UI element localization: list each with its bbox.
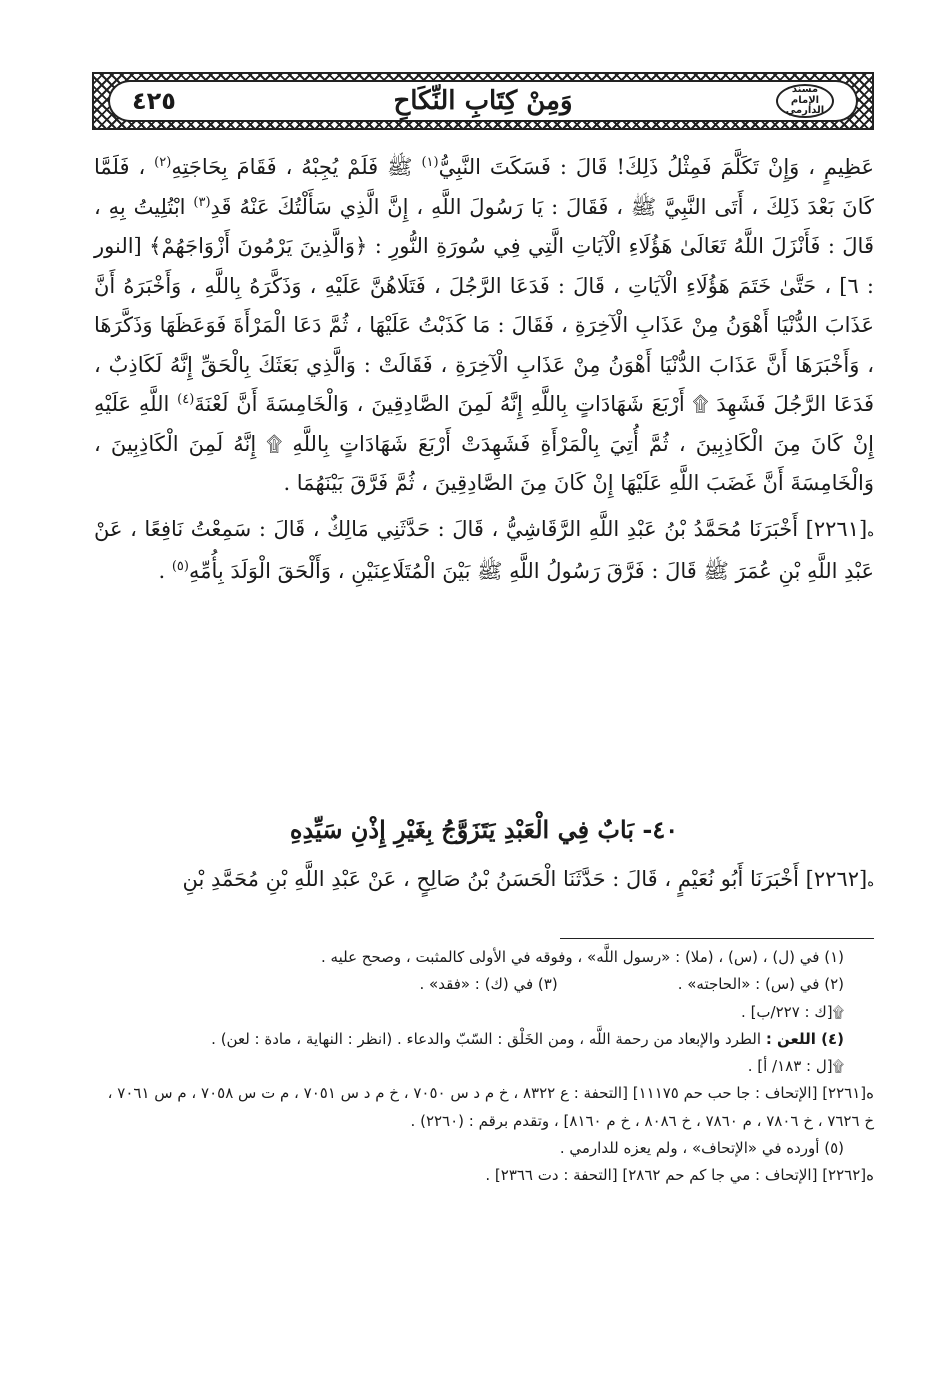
chapter-heading: ٤٠- بَابٌ فِي الْعَبْدِ يَتَزَوَّجُ بِغَيْرِ إِذْنِ سَيِّدِهِ: [289, 815, 679, 844]
hadith-text: [٢٢٦١] أَخْبَرَنَا مُحَمَّدُ بْنُ عَبْدِ اللَّهِ الرَّقَاشِيُّ ، قَالَ : حَدَّثَنِي مَالِكٌ ، قَالَ : سَمِعْتُ نَافِعًا ، عَنْ عَبْدِ اللَّهِ بْنِ عُمَرَ ﷺ قَالَ : فَرَّقَ رَسُولُ اللَّهِ ﷺ بَيْنَ الْمُتَلَاعِنَيْنِ ، وَأَلْحَقَ الْوَلَدَ بِأُمِّهِ: [94, 516, 874, 583]
footnote-ref-5: (٥): [171, 559, 189, 574]
chapter-title: وَمِنْ كِتَابِ النِّكَاحِ: [393, 86, 573, 116]
text-line: عَظِيمٍ ، وَإِنْ تَكَلَّمَ فَمِثْلُ ذَلِكَ! قَالَ : فَسَكَتَ النَّبِيُّ: [438, 155, 874, 179]
footnote-2: (٢) في (س) : «الحاجته» .: [677, 975, 844, 994]
text-line: ابْتُلِيتُ بِهِ ، قَالَ : فَأَنْزَلَ اللَّهُ تَعَالَىٰ هَؤُلَاءِ الْآيَاتِ الَّتِي فِي سُورَةِ النُّورِ : ﴿وَالَّذِينَ يَرْمُونَ أَزْوَاجَهُمْ﴾: [94, 194, 874, 258]
reference-2261: ه[٢٢٦١] [الإتحاف : جا حب حم ١١١٧٥] [التحفة : ع ٨٣٢٢ ، خ م د س ٧٠٥٠ ، خ م د س ٧٠٥١ ، م ت س ٧٠٥٨ ، م س ٧٠٦١ ، خ ٧٦٢٦ ، خ ٧٨٠٦ ، م ٧٨٦٠ ، خ ٨٠٨٦ ، خ م ٨١٦٠] ، وتقدم برقم : (٢٢٦٠) .: [107, 1084, 874, 1130]
footnote-1: (١) في (ل) ، (س) ، (ملا) : «رسول اللَّه» ، وفوقه في الأولى كالمثبت ، وصحح عليه .: [321, 948, 844, 966]
text-line: ﷺ فَلَمْ يُجِبْهُ ، فَقَامَ بِحَاجَتِهِ: [171, 155, 413, 179]
reference-2262: ه[٢٢٦٢] [الإتحاف : مي جا كم حم ٢٨٦٢] [التحفة : دت ٢٣٦٦] .: [485, 1166, 874, 1185]
footnotes: [94, 944, 874, 1190]
text-line: اللَّهِ عَلَيْهِ إِنْ كَانَ مِنَ الْكَاذِبِينَ ، ثُمَّ أُتِيَ بِالْمَرْأَةِ فَشَهِدَتْ أَرْبَعَ شَهَادَاتٍ بِاللَّهِ ۩ إِنَّهُ لَمِنَ الْكَاذِبِينَ ، وَالْخَامِسَةَ أَنَّ غَضَبَ اللَّهِ عَلَيْهَا إِنْ كَانَ مِنَ الصَّادِقِينَ ، ثُمَّ فَرَّقَ بَيْنَهُمَا .: [94, 392, 874, 495]
text-paragraph: [94, 148, 874, 504]
footnote-3: (٣) في (ك) : «فقد» .: [419, 975, 558, 994]
footnote-5: (٥) أورده في «الإتحاف» ، ولم يعزه للدارمي .: [559, 1139, 844, 1158]
footnote-4-term: (٤) اللعن :: [765, 1029, 844, 1048]
footnote-row: [94, 971, 874, 998]
book-seal-logo: مسند الإمام الدارمي: [776, 84, 834, 118]
main-text: [94, 148, 874, 592]
hadith-2261: ه[٢٢٦١] أَخْبَرَنَا مُحَمَّدُ بْنُ عَبْدِ اللَّهِ الرَّقَاشِيُّ ، قَالَ : حَدَّثَنِي مَالِكٌ ، قَالَ : سَمِعْتُ نَافِعًا ، عَنْ عَبْدِ اللَّهِ بْنِ عُمَرَ ﷺ قَالَ : فَرَّقَ رَسُولُ اللَّهِ ﷺ بَيْنَ الْمُتَلَاعِنَيْنِ ، وَأَلْحَقَ الْوَلَدَ بِأُمِّهِ$^{(٥)}$ .: [94, 516, 874, 583]
folio-marker-1: ۩[ك : ٢٢٧/ب] .: [741, 1002, 844, 1021]
footnote-ref-3: (٣): [193, 194, 211, 210]
hadith-marker: ه: [867, 524, 874, 540]
footnote-divider: [560, 938, 874, 939]
folio-marker-2: ۩[ل : ١٨٣/ أ] .: [747, 1057, 844, 1076]
hadith-2262: [94, 860, 874, 903]
header-cartouche: [108, 80, 858, 122]
footnote-4: [94, 1026, 874, 1053]
footnote-ref-4: (٤): [177, 392, 195, 407]
text-line: ، فَلَمَّا كَانَ بَعْدَ ذَلِكَ ، أَتَى النَّبِيَّ ﷺ ، فَقَالَ : يَا رَسُولَ اللَّهِ ، إِنَّ الَّذِي سَأَلْتُكَ عَنْهُ قَدِ: [94, 155, 874, 219]
text-line: [النور : ٦] ، حَتَّىٰ خَتَمَ هَؤُلَاءِ الْآيَاتِ ، قَالَ : فَدَعَا الرَّجُلَ ، فَتَلَاهُنَّ عَلَيْهِ ، وَذَكَّرَهُ بِاللَّهِ ، وَأَخْبَرَهُ أَنَّ عَذَابَ الدُّنْيَا أَهْوَنُ مِنْ عَذَابِ الْآخِرَةِ ، فَقَالَ : مَا كَذَبْتُ عَلَيْهَا ، ثُمَّ دَعَا الْمَرْأَةَ فَوَعَظَهَا وَذَكَّرَهَا ، وَأَخْبَرَهَا أَنَّ عَذَابَ الدُّنْيَا أَهْوَنُ مِنْ عَذَابِ الْآخِرَةِ ، فَقَالَتْ : وَالَّذِي بَعَثَكَ بِالْحَقِّ إِنَّهُ لَكَاذِبٌ ، فَدَعَا الرَّجُلَ فَشَهِدَ ۩ أَرْبَعَ شَهَادَاتٍ بِاللَّهِ إِنَّهُ لَمِنَ الصَّادِقِينَ ، وَالْخَامِسَةَ أَنَّ لَعْنَةَ: [94, 234, 875, 416]
hadith-text: [٢٢٦٢] أَخْبَرَنَا أَبُو نُعَيْمٍ ، قَالَ : حَدَّثَنَا الْحَسَنُ بْنُ صَالِحٍ ، عَنْ عَبْدِ اللَّهِ بْنِ مُحَمَّدِ بْنِ: [182, 867, 868, 891]
hadith-marker: ه: [867, 875, 874, 890]
page-number: ٤٢٥: [132, 87, 176, 115]
page-header: [92, 72, 874, 130]
footnote-4-text: الطرد والإبعاد من رحمة اللَّه ، ومن الخَلْق : السّبّ والدعاء . (انظر : النهاية ، مادة : لعن) .: [211, 1029, 762, 1048]
footnote-ref-2: (٢): [154, 155, 172, 170]
footnote-ref-1: (١): [421, 155, 439, 170]
